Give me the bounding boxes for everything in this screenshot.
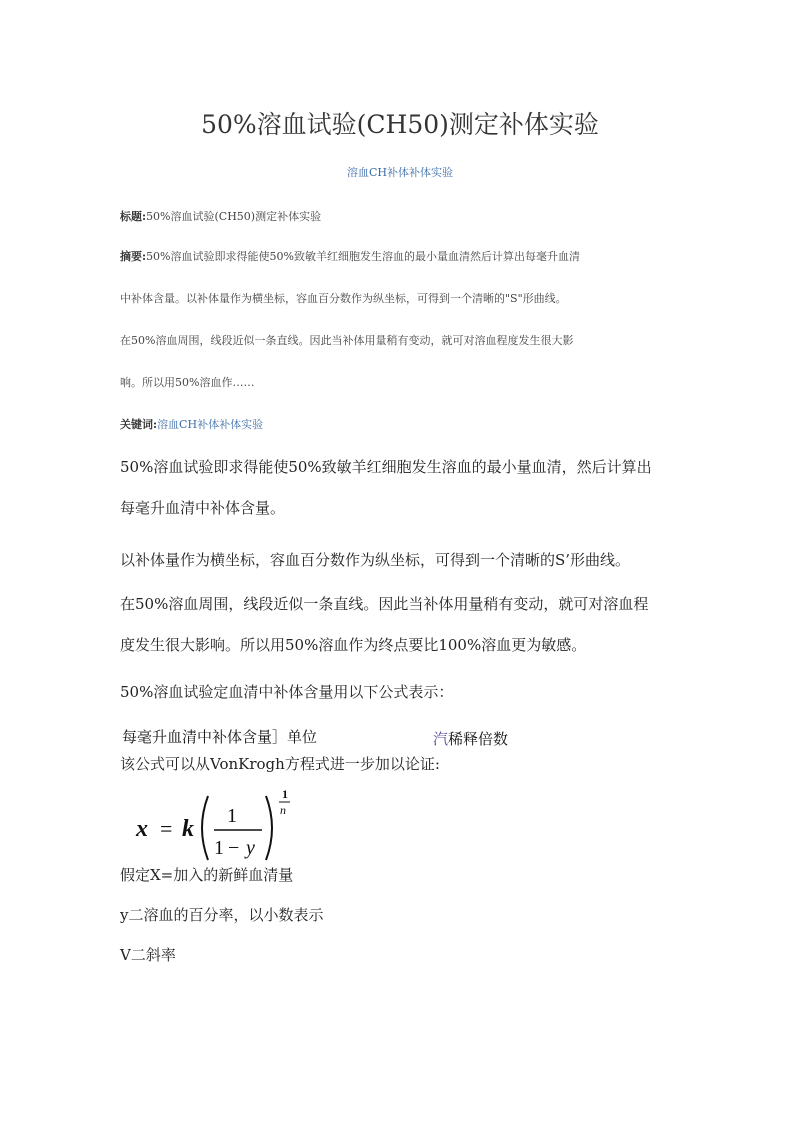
abstract-line-2: 中补体含量。以补体量作为横坐标，容血百分数作为纵坐标，可得到一个清晰的"S"形曲线。 xyxy=(120,292,567,305)
paragraph-1-line-1: 50%溶血试验即求得能使50%致敏羊红细胞发生溶血的最小量血清，然后计算出 xyxy=(120,458,652,476)
eq-den-minus: − xyxy=(228,837,240,859)
eq-k: k xyxy=(182,816,194,842)
keywords-label: 关键词: xyxy=(120,418,158,431)
abstract-line-4: 响。所以用50%溶血作…… xyxy=(120,376,255,389)
eq-den-y: y xyxy=(246,837,255,859)
paragraph-3: 50%溶血试验定血清中补体含量用以下公式表示： xyxy=(120,683,454,701)
meta-title-line xyxy=(120,208,321,224)
vonkrogh-equation xyxy=(130,784,310,864)
right-paren xyxy=(266,796,272,860)
meta-title-value: 50%溶血试验(CH50)测定补体实验 xyxy=(146,210,322,223)
eq-den-one: 1 xyxy=(214,837,224,859)
keywords-value: 溶血CH补体补体实验 xyxy=(157,418,264,431)
definition-x: 假定X=加入的新鲜血清量 xyxy=(120,866,294,884)
exp-numerator: 1 xyxy=(282,787,288,801)
definition-v: V二斜率 xyxy=(120,946,176,964)
eq-equals: = xyxy=(160,816,173,841)
keywords-line xyxy=(120,416,263,432)
paragraph-2-line-1: 以补体量作为横坐标，容血百分数作为纵坐标，可得到一个清晰的S’形曲线。 xyxy=(120,551,631,569)
meta-title-label: 标题: xyxy=(120,210,147,223)
abstract-label: 摘要: xyxy=(120,250,147,263)
paragraph-1-line-2: 每毫升血清中补体含量。 xyxy=(120,499,286,517)
abstract-line-1 xyxy=(120,248,580,264)
definition-y: y二溶血的百分率，以小数表示 xyxy=(120,906,324,924)
page-title: 50%溶血试验(CH50)测定补体实验 xyxy=(201,109,599,139)
subtitle: 溶血CH补体补体实验 xyxy=(346,166,453,179)
eq-numerator: 1 xyxy=(227,805,237,827)
formula-right-text: 稀释倍数 xyxy=(448,730,509,748)
formula-accent-char: 汽 xyxy=(433,730,449,748)
paragraph-2-line-3: 度发生很大影响。所以用50%溶血作为终点要比100%溶血更为敏感。 xyxy=(120,636,587,654)
abstract-line-3: 在50%溶血周围，线段近似一条直线。因此当补体用量稍有变动，就可对溶血程度发生很大影 xyxy=(120,334,574,347)
left-paren xyxy=(202,796,208,860)
abstract-text-1: 50%溶血试验即求得能使50%致敏羊红细胞发生溶血的最小量血清然后计算出每毫升血清 xyxy=(146,250,580,263)
formula-text-right xyxy=(433,728,508,749)
eq-x: x xyxy=(136,816,148,842)
paragraph-4: 该公式可以从VonKrogh方程式进一步加以论证: xyxy=(120,755,440,773)
formula-text-left: 每毫升血清中补体含量］单位 xyxy=(122,728,318,746)
paragraph-2-line-2: 在50%溶血周围，线段近似一条直线。因此当补体用量稍有变动，就可对溶血程 xyxy=(120,595,649,613)
exp-denominator: n xyxy=(280,803,286,817)
